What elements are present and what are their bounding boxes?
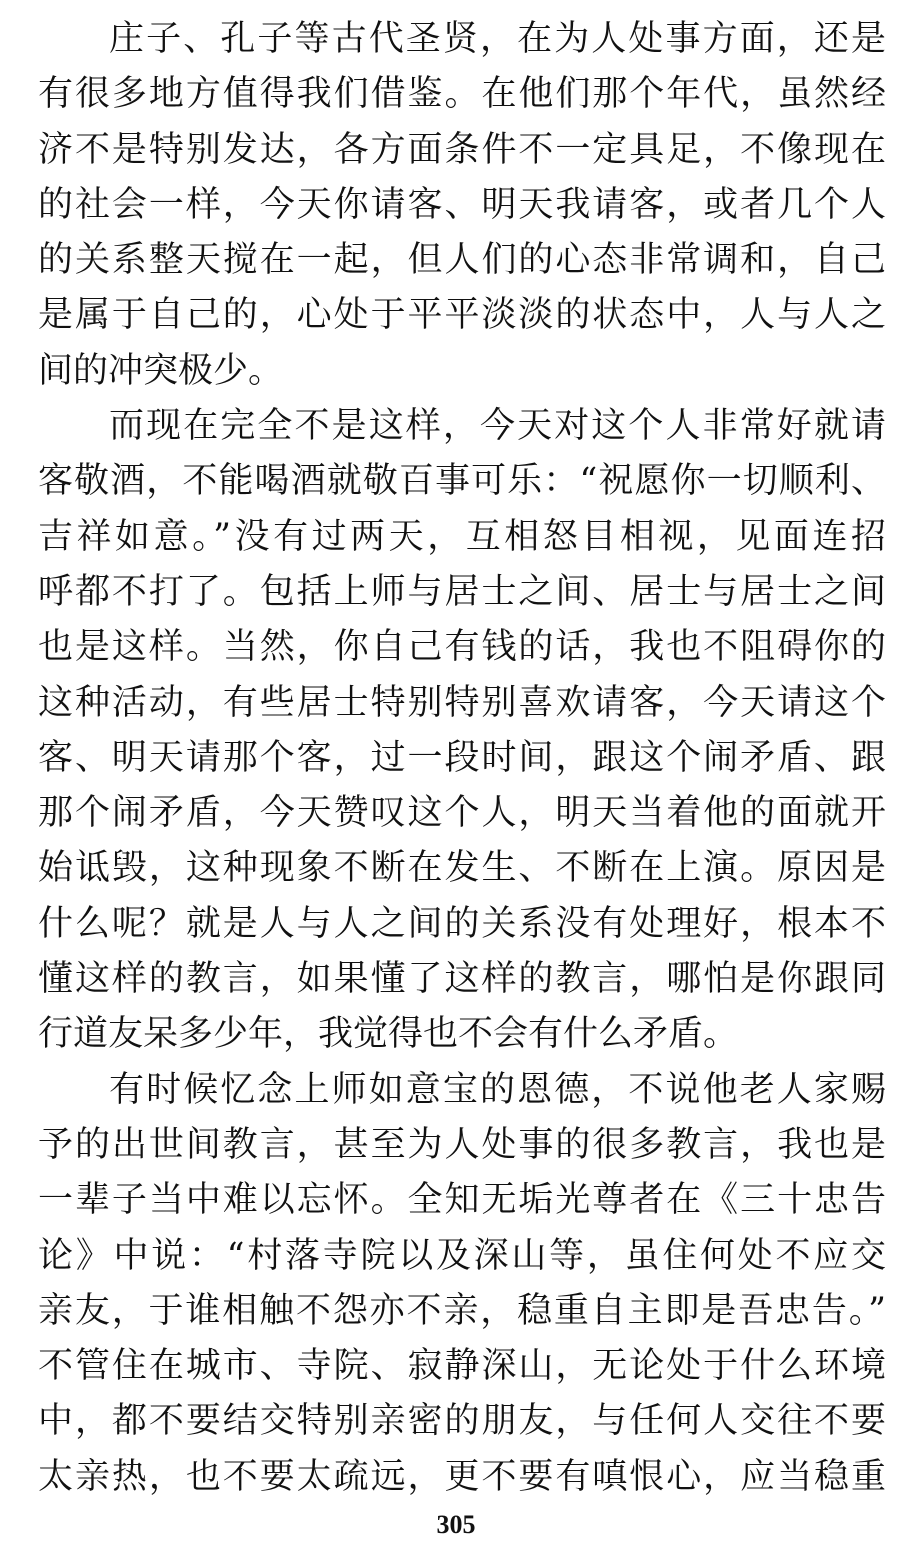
text-line: 有很多地方值得我们借鉴。在他们那个年代，虽然经 bbox=[38, 74, 886, 115]
text-line: 予的出世间教言，甚至为人处事的很多教言，我也是 bbox=[38, 1124, 886, 1165]
text-line: 亲友，于谁相触不怨亦不亲，稳重自主即是吾忠告。” bbox=[38, 1290, 886, 1331]
text-line: 间的冲突极少。 bbox=[38, 350, 284, 391]
text-line: 的关系整天搅在一起，但人们的心态非常调和，自己 bbox=[38, 240, 886, 281]
text-line: 是属于自己的，心处于平平淡淡的状态中，人与人之 bbox=[38, 295, 886, 336]
text-line: 客、明天请那个客，过一段时间，跟这个闹矛盾、跟 bbox=[38, 737, 886, 778]
text-line: 庄子、孔子等古代圣贤，在为人处事方面，还是 bbox=[109, 19, 886, 59]
text-line: 一辈子当中难以忘怀。全知无垢光尊者在《三十忠告 bbox=[38, 1180, 886, 1221]
text-line: 论》中说：“村落寺院以及深山等，虽住何处不应交 bbox=[38, 1235, 886, 1276]
text-line: 中，都不要结交特别亲密的朋友，与任何人交往不要 bbox=[38, 1401, 886, 1442]
text-line: 呼都不打了。包括上师与居士之间、居士与居士之间 bbox=[38, 571, 886, 612]
text-line: 懂这样的教言，如果懂了这样的教言，哪怕是你跟同 bbox=[38, 959, 886, 1000]
text-line: 始诋毁，这种现象不断在发生、不断在上演。原因是 bbox=[38, 848, 886, 889]
text-line: 行道友呆多少年，我觉得也不会有什么矛盾。 bbox=[38, 1014, 739, 1055]
body-text bbox=[38, 12, 886, 1505]
text-line: 那个闹矛盾，今天赞叹这个人，明天当着他的面就开 bbox=[38, 793, 886, 834]
text-line: 济不是特别发达，各方面条件不一定具足，不像现在 bbox=[38, 129, 886, 170]
text-line: 的社会一样，今天你请客、明天我请客，或者几个人 bbox=[38, 184, 886, 225]
text-line: 也是这样。当然，你自己有钱的话，我也不阻碍你的 bbox=[38, 627, 886, 668]
text-line: 什么呢？就是人与人之间的关系没有处理好，根本不 bbox=[38, 903, 886, 944]
page-number: 305 bbox=[436, 1510, 476, 1539]
text-line: 这种活动，有些居士特别特别喜欢请客，今天请这个 bbox=[38, 682, 886, 723]
text-line: 而现在完全不是这样，今天对这个人非常好就请 bbox=[109, 406, 886, 447]
text-line: 客敬酒，不能喝酒就敬百事可乐：“祝愿你一切顺利、 bbox=[38, 461, 886, 502]
text-line: 不管住在城市、寺院、寂静深山，无论处于什么环境 bbox=[38, 1346, 886, 1387]
text-line: 太亲热，也不要太疏远，更不要有嗔恨心，应当稳重 bbox=[38, 1456, 886, 1497]
text-line: 吉祥如意。”没有过两天，互相怒目相视，见面连招 bbox=[38, 516, 886, 557]
text-line: 有时候忆念上师如意宝的恩德，不说他老人家赐 bbox=[109, 1069, 886, 1110]
